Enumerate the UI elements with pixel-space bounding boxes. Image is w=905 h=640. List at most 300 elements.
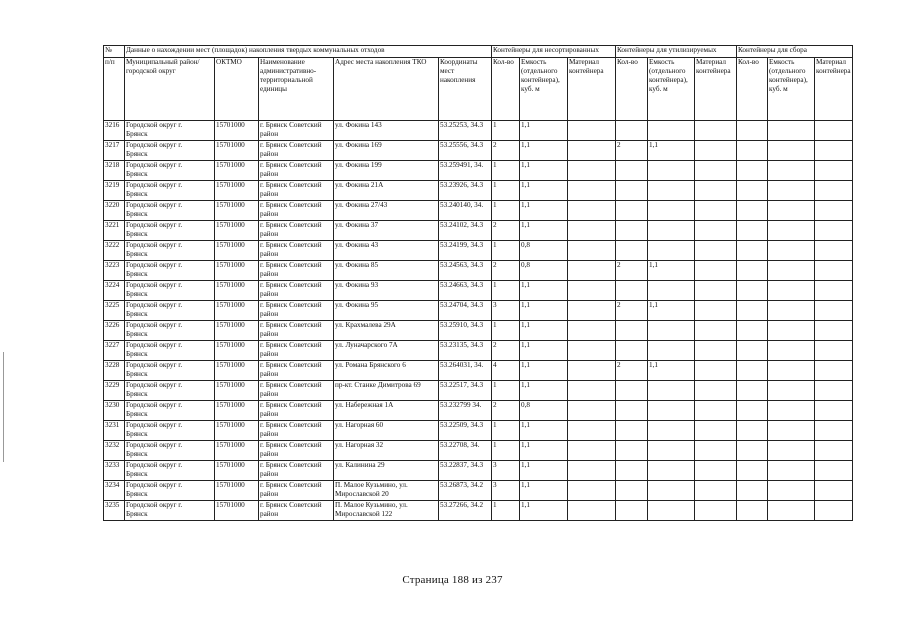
address-cell [334, 161, 439, 181]
collection-capacity-cell [768, 281, 815, 301]
admin-unit-cell-line-2: район [260, 470, 279, 478]
address-cell [334, 181, 439, 201]
recyclable-count-cell [616, 161, 648, 181]
address-cell [334, 301, 439, 321]
unsorted-material-cell [568, 181, 616, 201]
recyclable-material-cell [695, 481, 737, 501]
municipality-cell-line: Городской округ г. [126, 421, 183, 429]
unsorted-count-cell [492, 241, 520, 261]
address-cell-line: ул. Фокина 43 [335, 241, 379, 249]
unsorted-material-cell [568, 381, 616, 401]
header-coords: Координаты мест накопления [439, 58, 492, 121]
municipality-cell-line: Городской округ г. [126, 341, 183, 349]
municipality-cell [125, 161, 215, 181]
row-number-line: 3224 [105, 281, 120, 289]
coords-cell-line: 53.25253, 34.3 [440, 121, 484, 129]
municipality-cell-line-2: Брянск [126, 490, 148, 498]
address-cell-line: ул. Крахмалева 29А [335, 321, 396, 329]
address-cell-line: ул. Фокина 37 [335, 221, 379, 229]
municipality-cell [125, 281, 215, 301]
address-cell-line: П. Малое Кузьмино, ул. [335, 501, 408, 509]
unsorted-count-cell [492, 481, 520, 501]
collection-count-cell [737, 381, 768, 401]
oktmo-cell-line: 15701000 [216, 181, 245, 189]
unsorted-capacity-cell [520, 261, 568, 281]
recyclable-capacity-cell [648, 201, 695, 221]
unsorted-capacity-cell-line: 1,1 [521, 441, 530, 449]
oktmo-cell-line: 15701000 [216, 281, 245, 289]
unsorted-capacity-cell [520, 281, 568, 301]
row-number-line: 3226 [105, 321, 120, 329]
unsorted-count-cell-line: 3 [493, 461, 497, 469]
collection-capacity-cell [768, 381, 815, 401]
address-cell [334, 381, 439, 401]
oktmo-cell-line: 15701000 [216, 241, 245, 249]
collection-count-cell [737, 121, 768, 141]
unsorted-count-cell [492, 461, 520, 481]
recyclable-count-cell [616, 481, 648, 501]
unsorted-capacity-cell [520, 441, 568, 461]
coords-cell [439, 261, 492, 281]
coords-cell [439, 221, 492, 241]
header-group-unsorted: Контейнеры для несортированных [492, 46, 616, 58]
address-cell [334, 221, 439, 241]
row-number [104, 381, 125, 401]
coords-cell-line: 53.22708, 34. [440, 441, 480, 449]
address-cell [334, 501, 439, 521]
coords-cell [439, 381, 492, 401]
municipality-cell-line-2: Брянск [126, 330, 148, 338]
oktmo-cell [215, 141, 259, 161]
recyclable-material-cell [695, 221, 737, 241]
municipality-cell [125, 341, 215, 361]
header-unsorted-count: Кол-во [492, 58, 520, 121]
collection-material-cell [815, 141, 853, 161]
oktmo-cell-line: 15701000 [216, 301, 245, 309]
oktmo-cell-line: 15701000 [216, 441, 245, 449]
recyclable-count-cell [616, 461, 648, 481]
recyclable-material-cell [695, 441, 737, 461]
recyclable-count-cell-line: 2 [617, 301, 621, 309]
recyclable-count-cell [616, 221, 648, 241]
oktmo-cell [215, 401, 259, 421]
unsorted-capacity-cell-line: 1,1 [521, 161, 530, 169]
recyclable-capacity-cell [648, 141, 695, 161]
unsorted-capacity-cell-line: 1,1 [521, 341, 530, 349]
header-no-pp: п/п [104, 58, 125, 121]
admin-unit-cell [259, 341, 334, 361]
row-number-line: 3230 [105, 401, 120, 409]
header-recyclable-count: Кол-во [616, 58, 648, 121]
address-cell-line: П. Малое Кузьмино, ул. [335, 481, 408, 489]
coords-cell-line: 53.23926, 34.3 [440, 181, 484, 189]
table-body [104, 121, 853, 521]
collection-count-cell [737, 261, 768, 281]
municipality-cell-line: Городской округ г. [126, 181, 183, 189]
admin-unit-cell [259, 181, 334, 201]
recyclable-capacity-cell [648, 161, 695, 181]
municipality-cell-line-2: Брянск [126, 310, 148, 318]
coords-cell-line: 53.23135, 34.3 [440, 341, 484, 349]
oktmo-cell [215, 321, 259, 341]
oktmo-cell [215, 161, 259, 181]
unsorted-count-cell [492, 381, 520, 401]
collection-count-cell [737, 341, 768, 361]
unsorted-capacity-cell-line: 1,1 [521, 141, 530, 149]
address-cell-line: ул. Фокина 27/43 [335, 201, 388, 209]
unsorted-material-cell [568, 401, 616, 421]
municipality-cell [125, 481, 215, 501]
collection-count-cell [737, 501, 768, 521]
municipality-cell-line: Городской округ г. [126, 401, 183, 409]
municipality-cell [125, 221, 215, 241]
recyclable-material-cell [695, 161, 737, 181]
municipality-cell-line-2: Брянск [126, 270, 148, 278]
coords-cell-line: 53.25556, 34.3 [440, 141, 484, 149]
collection-material-cell [815, 341, 853, 361]
recyclable-count-cell [616, 301, 648, 321]
municipality-cell-line-2: Брянск [126, 230, 148, 238]
address-cell [334, 261, 439, 281]
unsorted-count-cell [492, 441, 520, 461]
unsorted-count-cell [492, 421, 520, 441]
collection-capacity-cell [768, 341, 815, 361]
row-number [104, 361, 125, 381]
oktmo-cell [215, 421, 259, 441]
row-number-line: 3217 [105, 141, 120, 149]
recyclable-capacity-cell-line: 1,1 [649, 361, 658, 369]
oktmo-cell [215, 341, 259, 361]
municipality-cell [125, 141, 215, 161]
collection-capacity-cell [768, 461, 815, 481]
unsorted-count-cell [492, 161, 520, 181]
unsorted-count-cell-line: 1 [493, 181, 497, 189]
collection-material-cell [815, 441, 853, 461]
coords-cell-line: 53.232799 34. [440, 401, 482, 409]
collection-capacity-cell [768, 501, 815, 521]
municipality-cell-line-2: Брянск [126, 150, 148, 158]
unsorted-material-cell [568, 341, 616, 361]
row-number [104, 281, 125, 301]
admin-unit-cell [259, 121, 334, 141]
row-number [104, 261, 125, 281]
oktmo-cell-line: 15701000 [216, 341, 245, 349]
recyclable-material-cell [695, 201, 737, 221]
municipality-cell-line-2: Брянск [126, 470, 148, 478]
oktmo-cell [215, 481, 259, 501]
unsorted-material-cell [568, 441, 616, 461]
coords-cell-line: 53.24102, 34.3 [440, 221, 484, 229]
header-oktmo: ОКТМО [215, 58, 259, 121]
unsorted-material-cell [568, 481, 616, 501]
collection-count-cell [737, 141, 768, 161]
collection-capacity-cell [768, 361, 815, 381]
coords-cell-line: 53.240140, 34. [440, 201, 484, 209]
header-row-groups [104, 46, 853, 58]
unsorted-count-cell-line: 4 [493, 361, 497, 369]
admin-unit-cell-line: г. Брянск Советский [260, 221, 322, 229]
unsorted-count-cell [492, 401, 520, 421]
recyclable-material-cell [695, 501, 737, 521]
coords-cell-line: 53.25910, 34.3 [440, 321, 484, 329]
header-address: Адрес места накопления ТКО [334, 58, 439, 121]
coords-cell-line: 53.27266, 34.2 [440, 501, 484, 509]
collection-material-cell [815, 161, 853, 181]
table-row [104, 161, 853, 181]
row-number [104, 441, 125, 461]
collection-capacity-cell [768, 121, 815, 141]
row-number-line: 3220 [105, 201, 120, 209]
address-cell-line-2: Мирославской 20 [335, 490, 389, 498]
oktmo-cell [215, 361, 259, 381]
admin-unit-cell [259, 501, 334, 521]
row-number [104, 341, 125, 361]
row-number [104, 181, 125, 201]
admin-unit-cell [259, 221, 334, 241]
admin-unit-cell-line: г. Брянск Советский [260, 261, 322, 269]
municipality-cell-line-2: Брянск [126, 430, 148, 438]
admin-unit-cell-line-2: район [260, 510, 279, 518]
unsorted-count-cell-line: 2 [493, 141, 497, 149]
collection-material-cell [815, 221, 853, 241]
admin-unit-cell-line-2: район [260, 210, 279, 218]
header-row-columns [104, 58, 853, 121]
unsorted-count-cell-line: 1 [493, 241, 497, 249]
recyclable-capacity-cell [648, 421, 695, 441]
municipality-cell [125, 121, 215, 141]
unsorted-count-cell-line: 1 [493, 381, 497, 389]
admin-unit-cell [259, 381, 334, 401]
unsorted-material-cell [568, 461, 616, 481]
recyclable-material-cell [695, 381, 737, 401]
admin-unit-cell-line: г. Брянск Советский [260, 201, 322, 209]
header-recyclable-capacity: Емкость (отдельного контейнера), куб. м [648, 58, 695, 121]
oktmo-cell-line: 15701000 [216, 401, 245, 409]
oktmo-cell [215, 261, 259, 281]
admin-unit-cell-line: г. Брянск Советский [260, 461, 322, 469]
admin-unit-cell [259, 161, 334, 181]
admin-unit-cell [259, 401, 334, 421]
coords-cell-line: 53.264031, 34. [440, 361, 484, 369]
unsorted-material-cell [568, 421, 616, 441]
coords-cell [439, 241, 492, 261]
municipality-cell-line: Городской округ г. [126, 161, 183, 169]
row-number-line: 3216 [105, 121, 120, 129]
coords-cell [439, 161, 492, 181]
unsorted-material-cell [568, 501, 616, 521]
recyclable-capacity-cell [648, 241, 695, 261]
admin-unit-cell-line: г. Брянск Советский [260, 501, 322, 509]
collection-capacity-cell [768, 241, 815, 261]
address-cell [334, 321, 439, 341]
unsorted-capacity-cell-line: 0,8 [521, 261, 530, 269]
admin-unit-cell-line: г. Брянск Советский [260, 401, 322, 409]
unsorted-material-cell [568, 121, 616, 141]
recyclable-capacity-cell [648, 321, 695, 341]
unsorted-material-cell [568, 141, 616, 161]
row-number [104, 461, 125, 481]
unsorted-capacity-cell-line: 1,1 [521, 361, 530, 369]
row-number [104, 141, 125, 161]
collection-material-cell [815, 181, 853, 201]
admin-unit-cell [259, 201, 334, 221]
collection-count-cell [737, 181, 768, 201]
collection-capacity-cell [768, 261, 815, 281]
unsorted-material-cell [568, 201, 616, 221]
admin-unit-cell-line-2: район [260, 370, 279, 378]
table-row [104, 441, 853, 461]
unsorted-count-cell [492, 261, 520, 281]
row-number [104, 501, 125, 521]
coords-cell [439, 341, 492, 361]
oktmo-cell [215, 181, 259, 201]
collection-capacity-cell [768, 441, 815, 461]
admin-unit-cell-line: г. Брянск Советский [260, 381, 322, 389]
coords-cell-line: 53.22509, 34.3 [440, 421, 484, 429]
recyclable-count-cell [616, 361, 648, 381]
collection-count-cell [737, 401, 768, 421]
municipality-cell-line: Городской округ г. [126, 481, 183, 489]
row-number [104, 241, 125, 261]
recyclable-capacity-cell [648, 441, 695, 461]
unsorted-count-cell [492, 221, 520, 241]
table-row [104, 181, 853, 201]
unsorted-capacity-cell-line: 1,1 [521, 281, 530, 289]
unsorted-capacity-cell [520, 241, 568, 261]
collection-capacity-cell [768, 321, 815, 341]
row-number-line: 3235 [105, 501, 120, 509]
table-row [104, 401, 853, 421]
coords-cell [439, 141, 492, 161]
recyclable-capacity-cell [648, 261, 695, 281]
address-cell-line: ул. Нагорная 32 [335, 441, 384, 449]
oktmo-cell-line: 15701000 [216, 321, 245, 329]
coords-cell-line: 53.22517, 34.3 [440, 381, 484, 389]
admin-unit-cell-line-2: район [260, 350, 279, 358]
row-number-line: 3228 [105, 361, 120, 369]
oktmo-cell-line: 15701000 [216, 261, 245, 269]
admin-unit-cell-line: г. Брянск Советский [260, 281, 322, 289]
oktmo-cell-line: 15701000 [216, 381, 245, 389]
oktmo-cell [215, 281, 259, 301]
collection-capacity-cell [768, 221, 815, 241]
address-cell-line: ул. Луначарского 7А [335, 341, 398, 349]
address-cell [334, 281, 439, 301]
header-recyclable-material: Материал контейнера [695, 58, 737, 121]
unsorted-count-cell-line: 3 [493, 301, 497, 309]
address-cell [334, 121, 439, 141]
municipality-cell-line-2: Брянск [126, 210, 148, 218]
oktmo-cell-line: 15701000 [216, 461, 245, 469]
municipality-cell-line: Городской округ г. [126, 281, 183, 289]
unsorted-capacity-cell-line: 0,8 [521, 401, 530, 409]
unsorted-capacity-cell-line: 1,1 [521, 461, 530, 469]
oktmo-cell-line: 15701000 [216, 161, 245, 169]
oktmo-cell-line: 15701000 [216, 361, 245, 369]
row-number-line: 3222 [105, 241, 120, 249]
address-cell [334, 401, 439, 421]
coords-cell [439, 461, 492, 481]
table-row [104, 141, 853, 161]
unsorted-capacity-cell [520, 421, 568, 441]
unsorted-material-cell [568, 161, 616, 181]
header-group-recyclable: Контейнеры для утилизируемых [616, 46, 737, 58]
address-cell-line: ул. Фокина 199 [335, 161, 382, 169]
recyclable-count-cell [616, 501, 648, 521]
admin-unit-cell-line-2: район [260, 270, 279, 278]
unsorted-count-cell-line: 1 [493, 281, 497, 289]
admin-unit-cell [259, 261, 334, 281]
unsorted-capacity-cell [520, 501, 568, 521]
recyclable-capacity-cell [648, 341, 695, 361]
collection-capacity-cell [768, 161, 815, 181]
coords-cell [439, 501, 492, 521]
collection-count-cell [737, 481, 768, 501]
municipality-cell-line: Городской округ г. [126, 361, 183, 369]
coords-cell [439, 301, 492, 321]
recyclable-material-cell [695, 401, 737, 421]
unsorted-count-cell-line: 1 [493, 201, 497, 209]
coords-cell [439, 361, 492, 381]
recyclable-capacity-cell [648, 401, 695, 421]
collection-count-cell [737, 281, 768, 301]
unsorted-capacity-cell-line: 1,1 [521, 321, 530, 329]
recyclable-count-cell [616, 141, 648, 161]
unsorted-capacity-cell [520, 401, 568, 421]
recyclable-material-cell [695, 261, 737, 281]
unsorted-count-cell [492, 141, 520, 161]
oktmo-cell-line: 15701000 [216, 141, 245, 149]
admin-unit-cell [259, 361, 334, 381]
collection-material-cell [815, 461, 853, 481]
municipality-cell-line-2: Брянск [126, 390, 148, 398]
unsorted-count-cell-line: 1 [493, 441, 497, 449]
collection-capacity-cell [768, 181, 815, 201]
recyclable-count-cell [616, 181, 648, 201]
collection-material-cell [815, 361, 853, 381]
admin-unit-cell-line-2: район [260, 230, 279, 238]
recyclable-capacity-cell [648, 121, 695, 141]
admin-unit-cell-line-2: район [260, 150, 279, 158]
coords-cell [439, 201, 492, 221]
row-number-line: 3225 [105, 301, 120, 309]
address-cell [334, 441, 439, 461]
coords-cell-line: 53.24704, 34.3 [440, 301, 484, 309]
oktmo-cell [215, 201, 259, 221]
table-row [104, 501, 853, 521]
recyclable-count-cell [616, 281, 648, 301]
collection-count-cell [737, 441, 768, 461]
table-row [104, 261, 853, 281]
municipality-cell-line-2: Брянск [126, 170, 148, 178]
oktmo-cell [215, 381, 259, 401]
coords-cell-line: 53.259491, 34. [440, 161, 484, 169]
oktmo-cell [215, 461, 259, 481]
collection-count-cell [737, 201, 768, 221]
unsorted-count-cell-line: 2 [493, 221, 497, 229]
collection-material-cell [815, 321, 853, 341]
admin-unit-cell-line-2: район [260, 250, 279, 258]
header-group-location: Данные о нахождении мест (площадок) накопления твердых коммунальных отходов [125, 46, 492, 58]
coords-cell [439, 121, 492, 141]
address-cell [334, 461, 439, 481]
header-municipality: Муниципальный район/городской округ [125, 58, 215, 121]
admin-unit-cell-line: г. Брянск Советский [260, 301, 322, 309]
unsorted-material-cell [568, 261, 616, 281]
oktmo-cell [215, 501, 259, 521]
municipality-cell [125, 261, 215, 281]
municipality-cell-line: Городской округ г. [126, 221, 183, 229]
